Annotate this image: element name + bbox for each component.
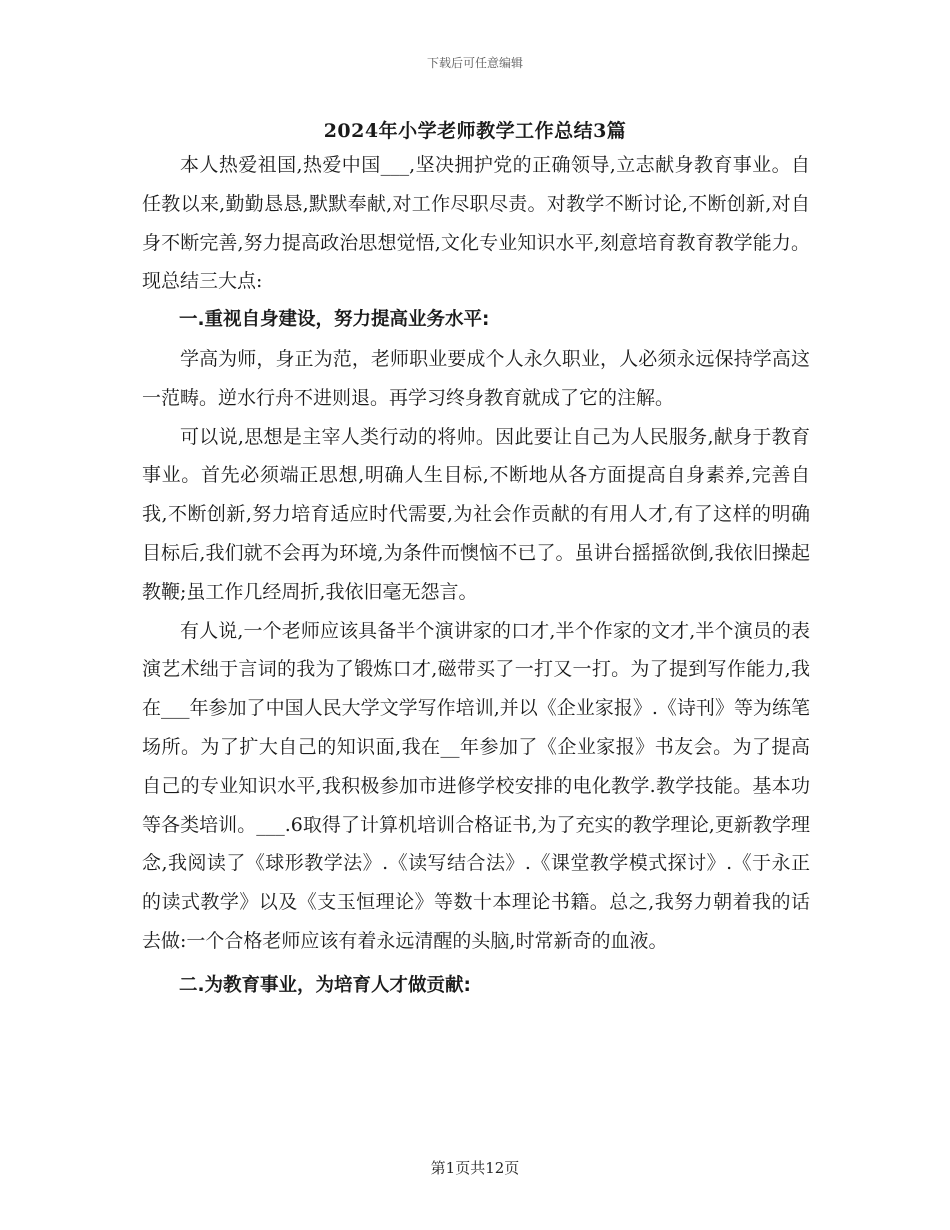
document-title: 2024年小学老师教学工作总结3篇 [323,120,627,142]
section-heading-2: 二.为教育事业，为培育人才做贡献: [179,974,471,996]
body-paragraph: 可以说,思想是主宰人类行动的将帅。因此要让自己为人民服务,献身于教育事业。首先必须端正思想,明确人生目标,不断地从各方面提高自身素养,完善自我,不断创新,努力培育适应时代需要,为社会作贡献的有用人才,有了这样的明确目标后,我们就不会再为环境,为条件而懊恼不已了。虽讲台摇摇欲倒,我依旧操起教鞭;虽工作几经周折,我依旧毫无怨言。 [142,425,810,603]
section-heading-1: 一.重视自身建设，努力提高业务水平: [179,309,490,331]
intro-paragraph: 本人热爱祖国,热爱中国___,坚决拥护党的正确领导,立志献身教育事业。自任教以来,勤勤恳恳,默默奉献,对工作尽职尽责。对教学不断讨论,不断创新,对自身不断完善,努力提高政治思想觉悟,文化专业知识水平,刻意培育教育教学能力。现总结三大点: [142,154,810,293]
page-header-note: 下载后可任意编辑 [426,56,523,70]
page-number: 第1页共12页 [430,1159,520,1177]
body-paragraph: 学高为师，身正为范，老师职业要成个人永久职业，人必须永远保持学高这一范畴。逆水行舟不进则退。再学习终身教育就成了它的注解。 [142,347,810,409]
body-paragraph: 有人说,一个老师应该具备半个演讲家的口才,半个作家的文才,半个演员的表演艺术绌于言词的我为了锻炼口才,磁带买了一打又一打。为了提到写作能力,我在___年参加了中国人民大学文学写作培训,并以《企业家报》.《诗刊》等为练笔场所。为了扩大自己的知识面,我在__年参加了《企业家报》书友会。为了提高自己的专业知识水平,我积极参加市进修学校安排的电化教学.教学技能。基本功等各类培训。___.6取得了计算机培训合格证书,为了充实的教学理论,更新教学理念,我阅读了《球形教学法》.《读写结合法》.《课堂教学模式探讨》.《于永正的读式教学》以及《支玉恒理论》等数十本理论书籍。总之,我努力朝着我的话去做:一个合格老师应该有着永远清醒的头脑,时常新奇的血液。 [142,619,810,952]
document-body [142,146,810,1006]
